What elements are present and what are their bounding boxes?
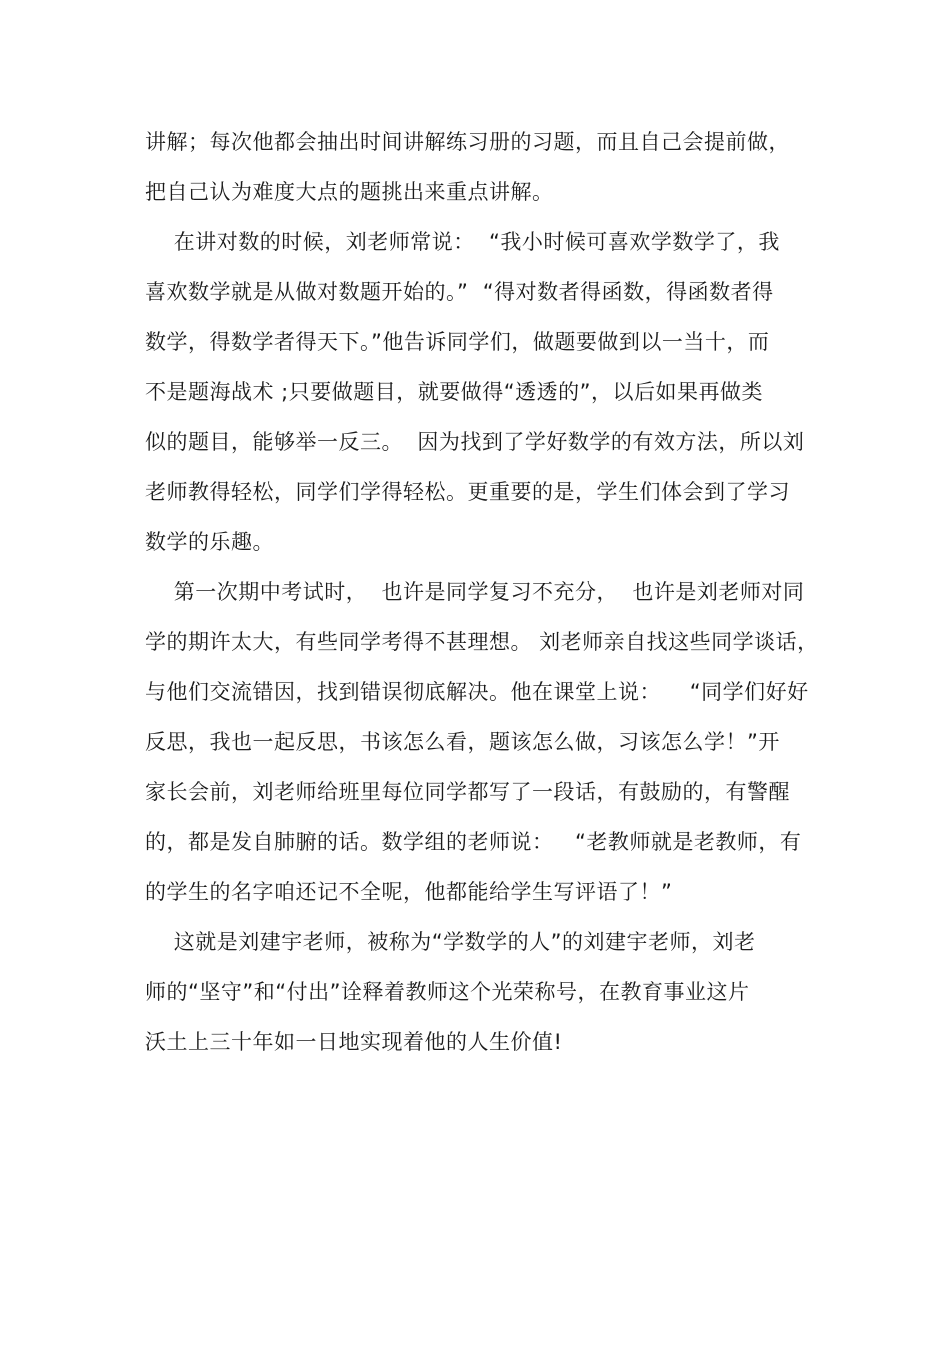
text-line: 不是题海战术 ;只要做题目，就要做得“透透的”，以后如果再做类 (145, 380, 764, 404)
text-line: 把自己认为难度大点的题挑出来重点讲解。 (145, 180, 554, 204)
text-line: 的学生的名字咱还记不全呢，他都能给学生写评语了！” (145, 880, 673, 904)
text-line: 数学，得数学者得天下。”他告诉同学们，做题要做到以一当十，而 (145, 330, 770, 354)
text-line: 学的期许太大，有些同学考得不甚理想。 刘老师亲自找这些同学谈话， (145, 630, 819, 654)
text-line: 家长会前，刘老师给班里每位同学都写了一段话，有鼓励的，有警醒 (145, 780, 790, 804)
text-line: 反思，我也一起反思，书该怎么看，题该怎么做，习该怎么学！”开 (145, 730, 780, 754)
text-line: 师的“坚守”和“付出”诠释着教师这个光荣称号，在教育事业这片 (145, 980, 750, 1004)
text-line: 沃土上三十年如一日地实现着他的人生价值! (145, 1030, 563, 1054)
text-line: 第一次期中考试时， 也许是同学复习不充分， 也许是刘老师对同 (145, 580, 805, 604)
text-line: 的，都是发自肺腑的话。数学组的老师说： “老教师就是老教师，有 (145, 830, 802, 854)
text-line: 这就是刘建宇老师，被称为“学数学的人”的刘建宇老师，刘老 (145, 930, 756, 954)
text-line: 与他们交流错因，找到错误彻底解决。他在课堂上说： “同学们好好 (145, 680, 809, 704)
text-line: 在讲对数的时候，刘老师常说： “我小时候可喜欢学数学了，我 (145, 230, 780, 254)
text-line: 讲解；每次他都会抽出时间讲解练习册的习题，而且自己会提前做， (145, 130, 790, 154)
text-line: 数学的乐趣。 (145, 530, 274, 554)
text-line: 似的题目，能够举一反三。 因为找到了学好数学的有效方法，所以刘 (145, 430, 805, 454)
text-line: 老师教得轻松，同学们学得轻松。更重要的是，学生们体会到了学习 (145, 480, 790, 504)
text-line: 喜欢数学就是从做对数题开始的。” “得对数者得函数，得函数者得 (145, 280, 774, 304)
